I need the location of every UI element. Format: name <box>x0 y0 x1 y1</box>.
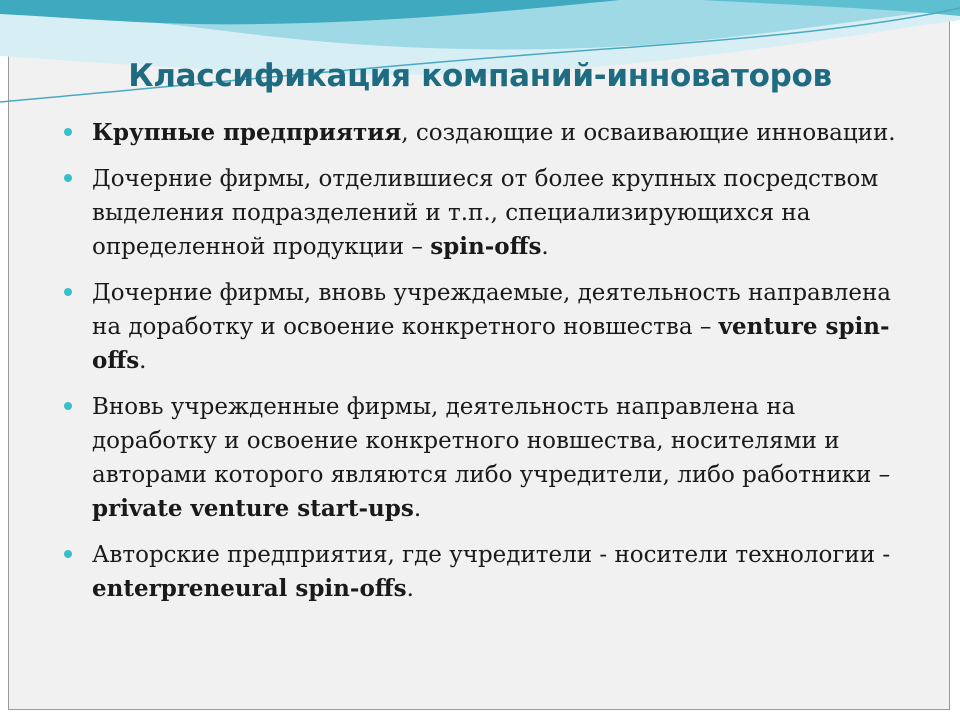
bullet-text: Вновь учрежденные фирмы, деятельность направлена на доработку и освоение конкретного новшества, носителями и авторами которого являются либо учредители, либо работники – <box>92 394 891 488</box>
bullet-end: . <box>406 576 414 602</box>
bullet-end: . <box>413 496 422 522</box>
bullet-dot-icon <box>64 128 72 136</box>
bullet-list <box>56 116 916 618</box>
bullet-text: Дочерние фирмы, отделившиеся от более крупных посредством выделения подразделений и т.п., специализирующихся на определенной продукции – <box>92 166 879 260</box>
bullet-dot-icon <box>64 550 72 558</box>
bullet-term: private venture start-ups <box>92 495 414 522</box>
bullet-item <box>56 538 916 606</box>
bullet-dot-icon <box>64 174 72 182</box>
bullet-item <box>56 116 916 150</box>
bullet-text: Авторские предприятия, где учредители - носители технологии - <box>92 542 891 568</box>
bullet-dot-icon <box>64 288 72 296</box>
bullet-end: . <box>139 348 147 374</box>
bullet-item <box>56 390 916 526</box>
bullet-end: . <box>541 234 549 260</box>
bullet-item <box>56 162 916 264</box>
bullet-text: , создающие и осваивающие инновации. <box>401 120 896 146</box>
bullet-term: enterpreneural spin-offs <box>92 575 407 602</box>
slide-title: Классификация компаний-инноваторов <box>128 58 832 94</box>
bullet-bold-lead: Крупные предприятия <box>92 119 402 146</box>
bullet-item <box>56 276 916 378</box>
bullet-term: venture spin-offs <box>92 313 890 374</box>
bullet-text: Дочерние фирмы, вновь учреждаемые, деятельность направлена на доработку и освоение конкретного новшества – <box>92 280 891 340</box>
bullet-dot-icon <box>64 402 72 410</box>
bullet-term: spin-offs <box>430 233 542 260</box>
